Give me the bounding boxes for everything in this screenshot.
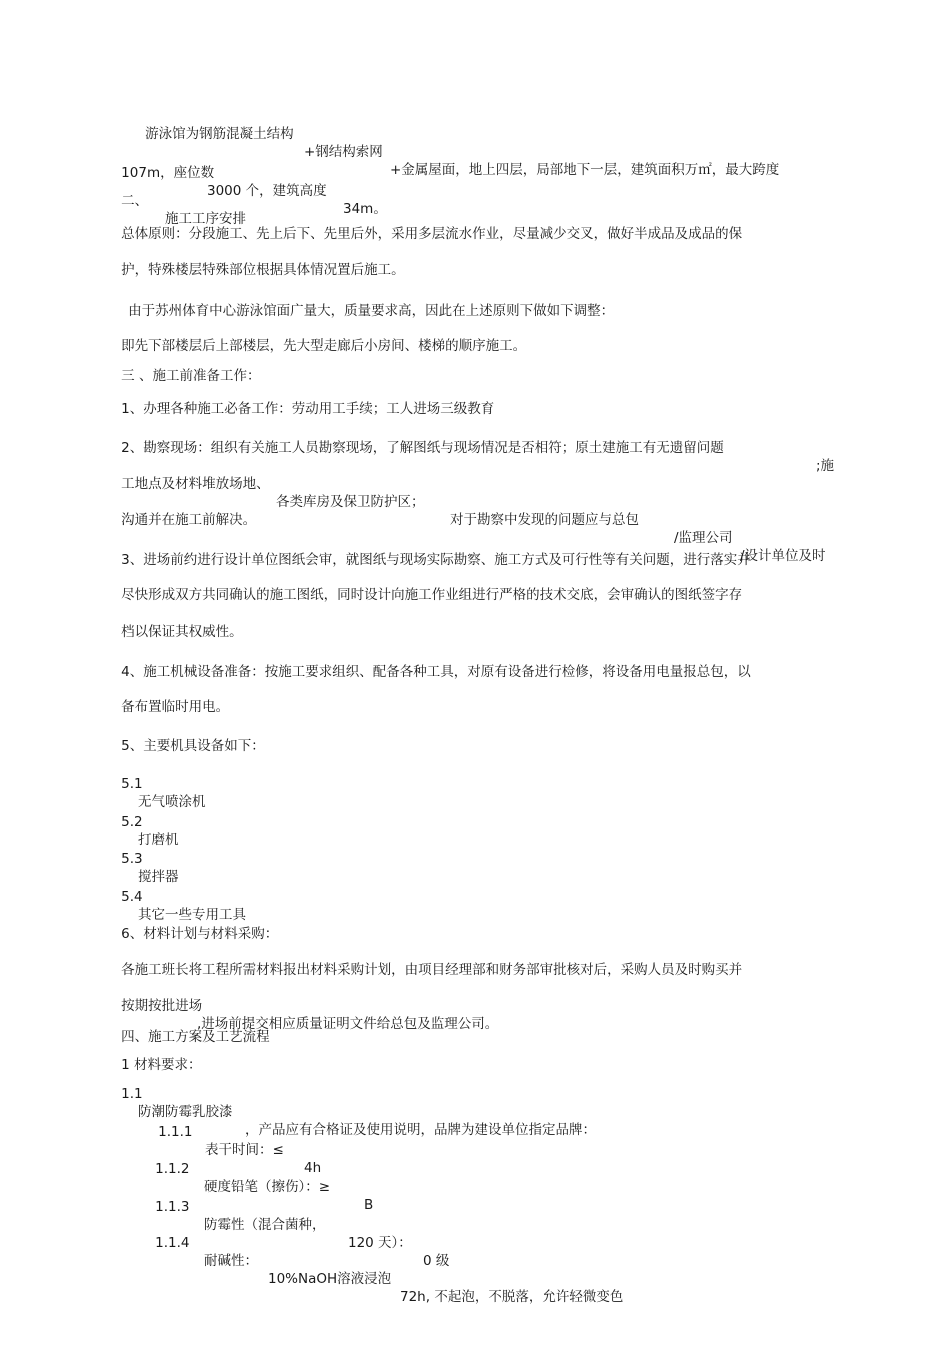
text-segment: 尽快形成双方共同确认的施工图纸，同时设计向施工作业组进行严格的技术交底，会审确认的图纸签字存: [121, 587, 743, 603]
text-segment: ;施: [816, 458, 835, 474]
text-segment: 对于勘察中发现的问题应与总包: [450, 512, 639, 528]
spec-value: 4h: [304, 1160, 322, 1176]
spec-number: 1.1.2: [155, 1161, 190, 1177]
text-segment: +钢结构索网: [304, 144, 383, 160]
list-item-number: 5.1: [121, 776, 143, 792]
text-segment: 由于苏州体育中心游泳馆面广量大，质量要求高，因此在上述原则下做如下调整：: [128, 303, 615, 319]
text-segment: 3000 个，建筑高度: [207, 183, 327, 199]
text-segment: 按期按批进场: [121, 998, 203, 1014]
text-segment: 档以保证其权威性。: [121, 624, 243, 640]
text-segment: 各类库房及保卫防护区；: [276, 494, 425, 510]
text-segment: ,进场前提交相应质量证明文件给总包及监理公司。: [197, 1016, 499, 1032]
list-item-number: 5.4: [121, 889, 143, 905]
list-item-number: 1.1: [121, 1086, 143, 1102]
list-item-text: 搅拌器: [138, 869, 179, 885]
heading-text: 1 材料要求：: [121, 1057, 202, 1073]
text-segment: +金属屋面，地上四层，局部地下一层，建筑面积万㎡，最大跨度: [390, 162, 780, 178]
text-segment: 工地点及材料堆放场地、: [121, 476, 270, 492]
list-item-text: 其它一些专用工具: [138, 907, 246, 923]
spec-value: 72h, 不起泡，不脱落，允许轻微变色: [400, 1289, 624, 1305]
heading-text: 四、施工方案及工艺流程: [121, 1029, 270, 1045]
text-segment: 护，特殊楼层特殊部位根据具体情况置后施工。: [121, 262, 405, 278]
text-segment: 4、施工机械设备准备：按施工要求组织、配备各种工具，对原有设备进行检修，将设备用电量报总包，以: [121, 664, 751, 680]
text-segment: 5、主要机具设备如下：: [121, 738, 265, 754]
text-segment: 即先下部楼层后上部楼层，先大型走廊后小房间、楼梯的顺序施工。: [121, 338, 527, 354]
text-segment: 6、材料计划与材料采购：: [121, 926, 279, 942]
text-segment: ，产品应有合格证及使用说明，品牌为建设单位指定品牌：: [245, 1122, 596, 1138]
list-item-number: 5.3: [121, 851, 143, 867]
list-item-text: 无气喷涂机: [138, 794, 206, 810]
spec-label: 表干时间：≤: [205, 1142, 284, 1158]
spec-number: 1.1.1: [158, 1124, 193, 1140]
spec-value: 0 级: [423, 1253, 450, 1269]
text-segment: 备布置临时用电。: [121, 699, 230, 715]
text-segment: 各施工班长将工程所需材料报出材料采购计划，由项目经理部和财务部审批核对后，采购人员及时购买并: [121, 962, 743, 978]
text-segment: 34m。: [343, 201, 387, 217]
list-item-number: 5.2: [121, 814, 143, 830]
text-segment: 游泳馆为钢筋混凝土结构: [145, 126, 294, 142]
list-item-text: 打磨机: [138, 832, 179, 848]
text-segment: 107m，座位数: [121, 165, 215, 181]
text-segment: 防潮防霉乳胶漆: [138, 1104, 233, 1120]
spec-label: 硬度铅笔（擦伤）：≥: [204, 1179, 331, 1195]
spec-value: 120 天）：: [348, 1235, 412, 1251]
spec-label: 耐碱性：: [204, 1253, 258, 1269]
spec-value: B: [364, 1197, 374, 1213]
text-segment: 2、勘察现场：组织有关施工人员勘察现场，了解图纸与现场情况是否相符；原土建施工有无遗留问题: [121, 440, 724, 456]
spec-value: 10%NaOH溶液浸泡: [268, 1271, 392, 1287]
spec-number: 1.1.4: [155, 1235, 190, 1251]
spec-number: 1.1.3: [155, 1199, 190, 1215]
spec-label: 防霉性（混合菌种，: [204, 1217, 326, 1233]
heading-text: 施工工序安排: [165, 211, 246, 227]
text-segment: 3、进场前约进行设计单位图纸会审，就图纸与现场实际勘察、施工方式及可行性等有关问题，进行落实并: [121, 552, 751, 568]
text-segment: /设计单位及时: [740, 548, 826, 564]
heading-number: 二、: [121, 193, 149, 209]
text-segment: 总体原则：分段施工、先上后下、先里后外，采用多层流水作业，尽量减少交叉，做好半成品及成品的保: [121, 226, 743, 242]
heading-text: 三 、施工前准备工作：: [121, 368, 261, 384]
text-segment: 沟通并在施工前解决。: [121, 512, 257, 528]
text-segment: 1、办理各种施工必备工作：劳动用工手续；工人进场三级教育: [121, 401, 495, 417]
text-segment: /监理公司: [674, 530, 733, 546]
